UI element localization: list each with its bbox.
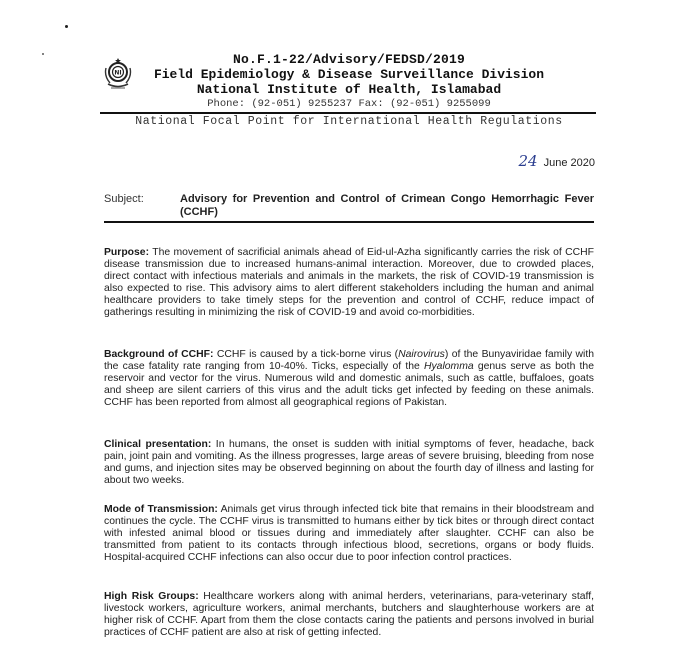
section-body: CCHF is caused by a tick-borne virus (	[213, 349, 399, 360]
virus-genus: Nairovirus	[398, 349, 445, 360]
section-body: In humans, the onset is sudden with initial symptoms of fever, headache, back pain, joint pain and vomiting. As the illness progresses, large areas of severe bruising, bleeding from nose and gums, and injection sites may be observed beginning on about the fourth day of illness and lasting for about two weeks.	[104, 439, 594, 486]
section-heading: Clinical presentation:	[104, 439, 212, 450]
scan-speck	[42, 53, 44, 55]
division-name: Field Epidemiology & Disease Surveillance Division	[153, 67, 545, 82]
tick-genus: Hyalomma	[423, 360, 474, 372]
section-mode-of-transmission	[104, 504, 594, 564]
institute-name: National Institute of Health, Islamabad	[196, 82, 502, 97]
section-body: genus serve as both the reservoir and vector for the virus. Numerous wild and domestic animals, such as cattle, buffaloes, goats and sheep are silent carriers of this virus and the adult ticks get infected by feeding on these animals. CCHF has been reported from almost all geographical regions of Pakistan.	[104, 360, 594, 408]
section-background	[104, 349, 594, 409]
section-heading: High Risk Groups:	[104, 591, 199, 602]
section-body: Healthcare workers along with animal herders, veterinarians, para-veterinary staff, livestock workers, agriculture workers, animal merchants, butchers and slaughterhouse workers are at higher risk of CCHF. Apart from them the close contacts caring the patients and persons involved in burial practices of CCHF patient are also at risk of getting infected.	[104, 591, 594, 638]
section-heading: Purpose:	[104, 247, 150, 258]
reference-number: No.F.1-22/Advisory/FEDSD/2019	[232, 52, 466, 67]
section-purpose	[104, 247, 594, 318]
subject-divider	[104, 221, 594, 223]
section-heading: Background of CCHF:	[104, 349, 214, 360]
section-heading: Mode of Transmission:	[104, 504, 218, 515]
section-high-risk-groups	[104, 591, 594, 639]
date-month-year: June 2020	[543, 157, 595, 169]
contact-line: Phone: (92-051) 9255237 Fax: (92-051) 9255099	[207, 98, 491, 110]
section-clinical-presentation	[104, 439, 594, 487]
focal-point-line: National Focal Point for International Health Regulations	[135, 115, 563, 128]
letter-date	[518, 152, 595, 170]
subject-text: Advisory for Prevention and Control of Crimean Congo Hemorrhagic Fever (CCHF)	[180, 193, 594, 218]
subject-label: Subject:	[104, 193, 144, 205]
section-body: Animals get virus through infected tick bite that remains in their bloodstream and continues the cycle. The CCHF virus is transmitted to humans either by tick bites or through direct contact with infested animal blood or tissues during and immediately after slaughter. CCHF can also be transmitted from patient to its contacts through infectious blood, secretions, organs or body fluids. Hospital-acquired CCHF infections can also occur due to poor infection control practices.	[104, 504, 594, 563]
scan-speck	[65, 25, 68, 28]
section-body: ) of the Bunyaviridae family with the case fatality rate ranging from 10-40%. Ticks, especially of the	[104, 349, 594, 372]
section-body: The movement of sacrificial animals ahead of Eid-ul-Azha significantly carries the risk of CCHF disease transmission due to increased humans-animal interaction. Moreover, due to crowded places, direct contact with infectious materials and animals in the markets, the risk of COVID-19 transmission is also expected to rise. This advisory aims to alert different stakeholders including the human and animal healthcare providers to take timely steps for the prevention and control of CCHF, reduce impact of gatherings resulting in minimizing the risk of COVID-19 and avoid co-morbidities.	[104, 247, 594, 318]
header-divider	[100, 112, 596, 114]
handwritten-day: 24	[518, 152, 538, 170]
svg-text:NI: NI	[114, 69, 122, 77]
